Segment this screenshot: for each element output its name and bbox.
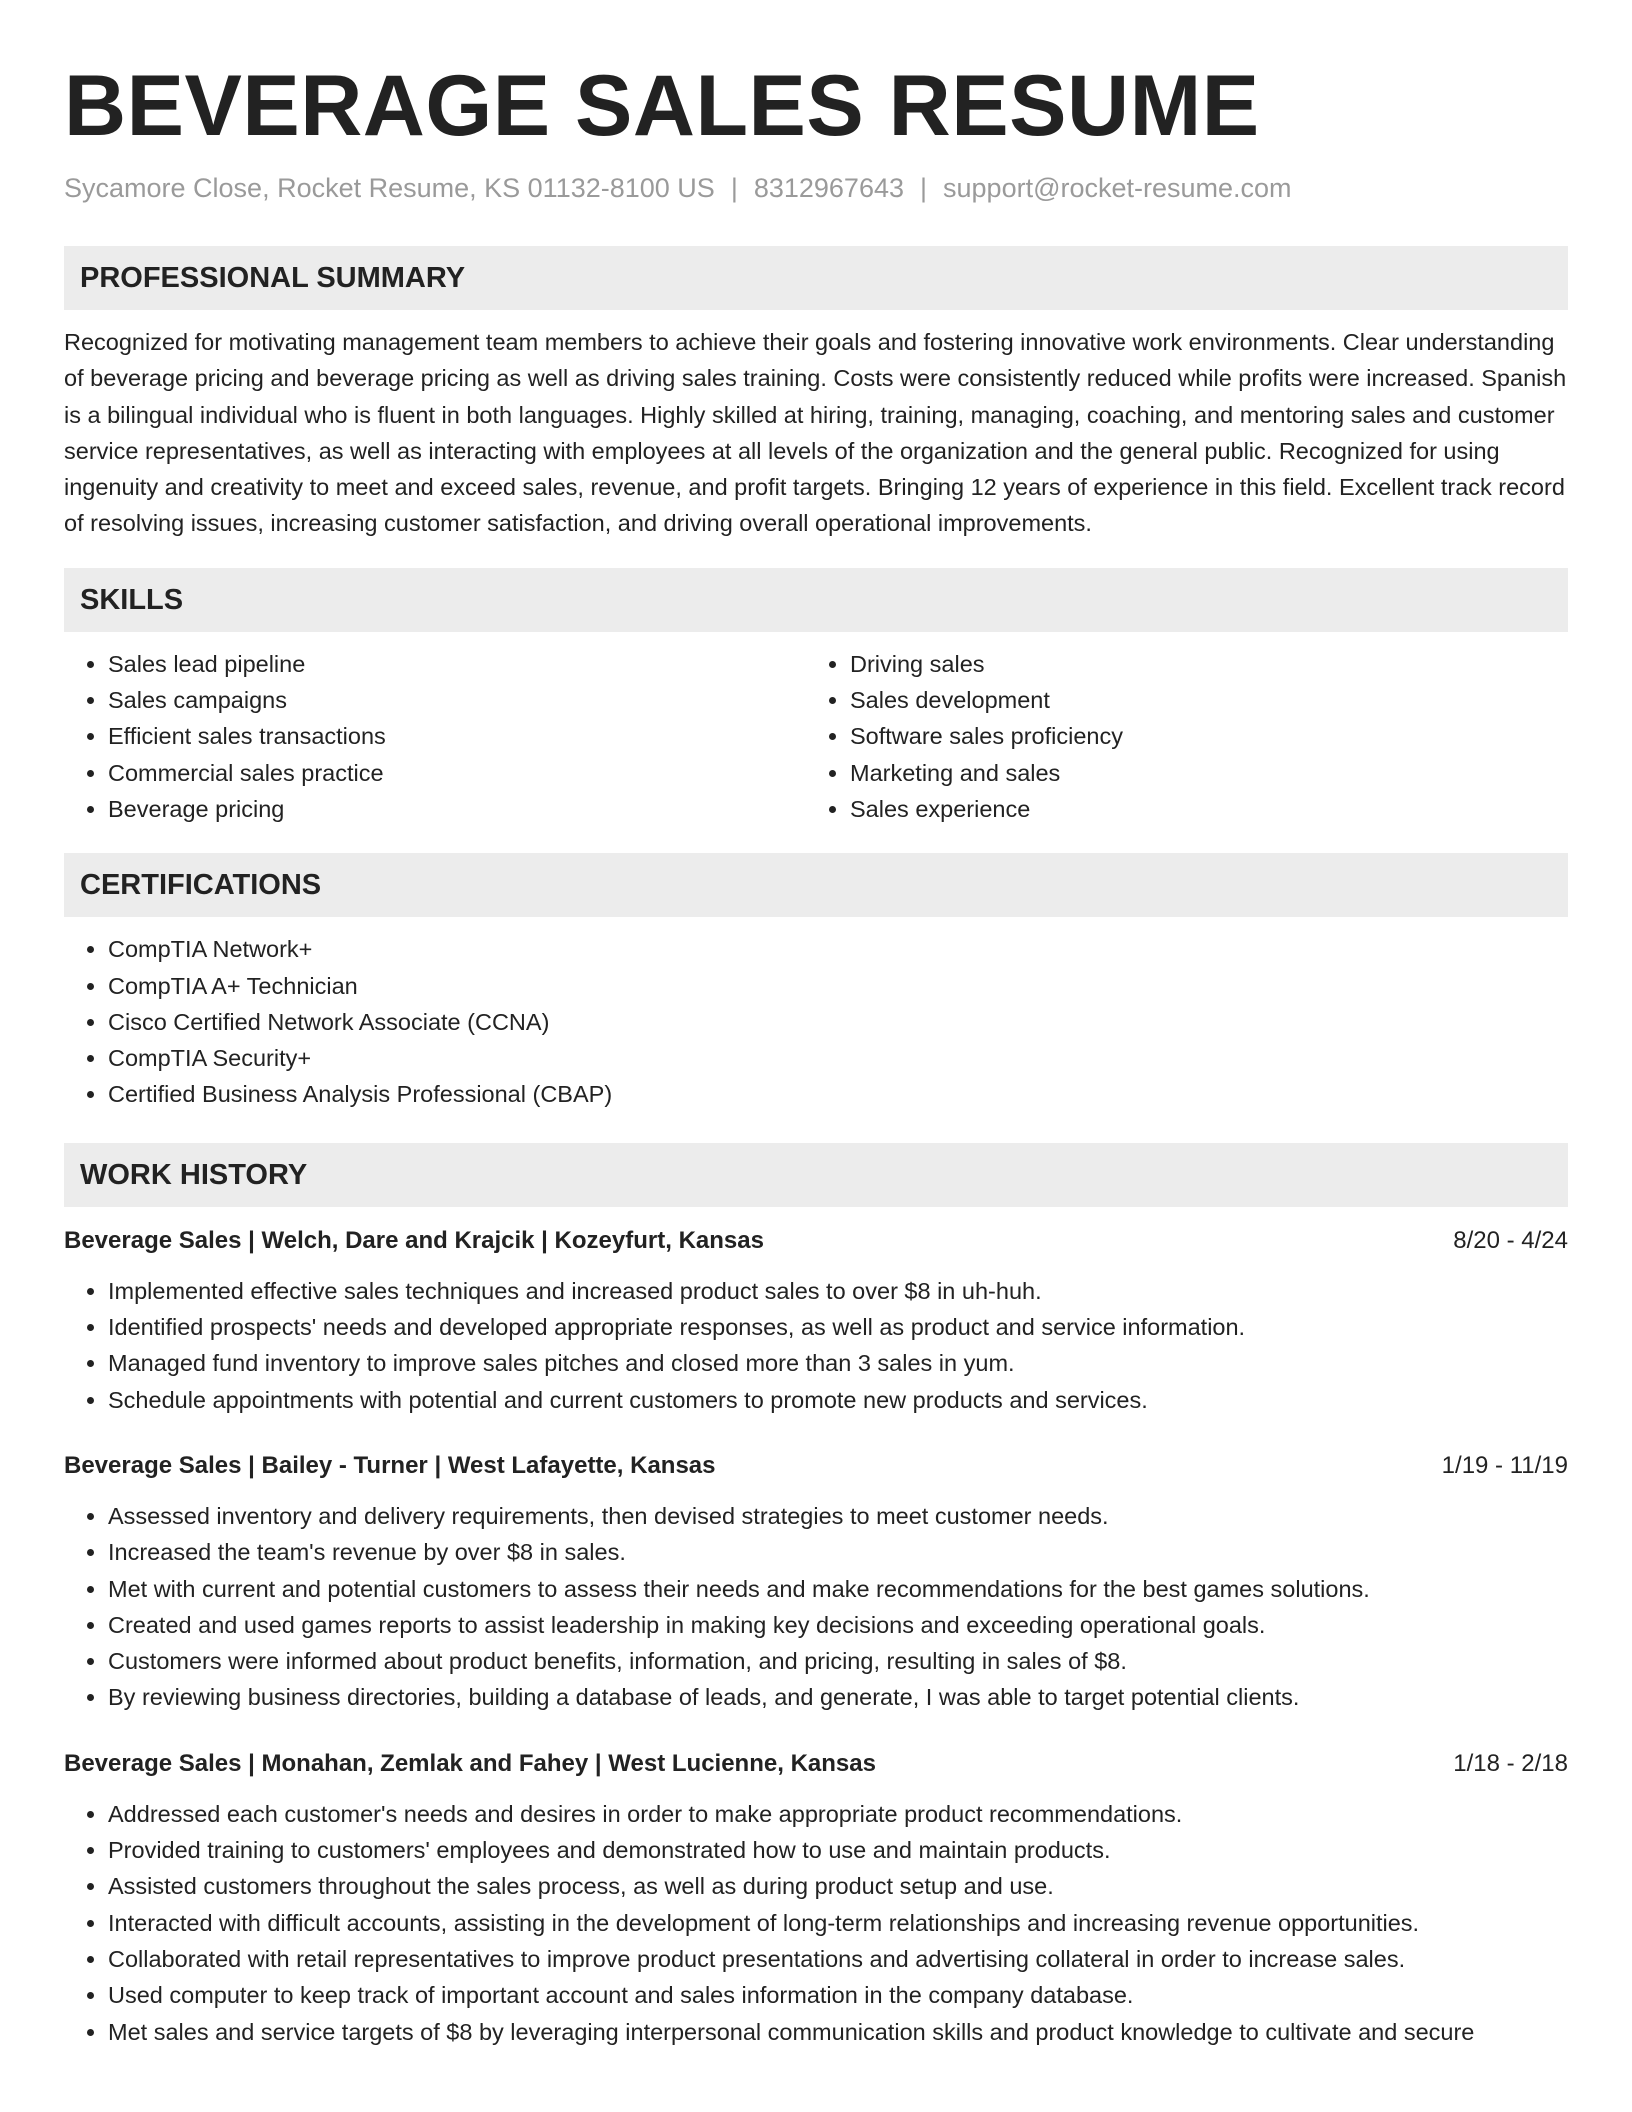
job-title: Beverage Sales | Monahan, Zemlak and Fahey | West Lucienne, Kansas [64,1749,876,1777]
job-bullet: • Met sales and service targets of $8 by leveraging interpersonal communication skills and product knowledge to cultivate and secure [108,2014,1568,2050]
job-dates: 8/20 - 4/24 [1453,1226,1568,1254]
certification-item: • CompTIA Network+ [108,931,1568,967]
section-header-summary: PROFESSIONAL SUMMARY [64,246,1568,310]
job-entry [64,1448,1568,1716]
job-bullet: • Created and used games reports to assist leadership in making key decisions and exceeding operational goals. [108,1607,1568,1643]
job-bullet: • Identified prospects' needs and developed appropriate responses, as well as product and service information. [108,1309,1568,1345]
contact-separator: | [920,173,928,203]
skill-item: • Sales campaigns [108,682,806,718]
skill-item: • Marketing and sales [850,755,1548,791]
skill-item: • Sales lead pipeline [108,646,806,682]
certification-item: • CompTIA A+ Technician [108,968,1568,1004]
skills-list-right [806,646,1548,827]
summary-text: Recognized for motivating management team members to achieve their goals and fostering innovative work environments. Clear understanding of beverage pricing and beverage pricing as well as driving sales training. Costs were consistently reduced while profits were increased. Spanish is a bilingual individual who is fluent in both languages. Highly skilled at hiring, training, managing, coaching, and mentoring sales and customer service representatives, as well as interacting with employees at all levels of the organization and the general public. Recognized for using ingenuity and creativity to meet and exceed sales, revenue, and profit targets. Bringing 12 years of experience in this field. Excellent track record of resolving issues, increasing customer satisfaction, and driving overall operational improvements. [64,329,1567,537]
job-entry [64,1746,1568,2050]
skill-item: • Sales experience [850,791,1548,827]
job-dates: 1/18 - 2/18 [1453,1749,1568,1777]
skill-item: • Driving sales [850,646,1548,682]
job-bullet: • Increased the team's revenue by over $8 in sales. [108,1534,1568,1570]
job-bullet: • Assessed inventory and delivery requirements, then devised strategies to meet customer needs. [108,1498,1568,1534]
certifications-list [64,931,1568,1112]
contact-phone: 8312967643 [753,173,904,203]
job-title: Beverage Sales | Bailey - Turner | West Lafayette, Kansas [64,1451,716,1479]
skill-item: • Sales development [850,682,1548,718]
skills-list-left [64,646,806,827]
job-header [64,1746,1568,1782]
section-header-work-history: WORK HISTORY [64,1143,1568,1207]
job-bullet: • Customers were informed about product benefits, information, and pricing, resulting in sales of $8. [108,1643,1568,1679]
section-header-skills: SKILLS [64,568,1568,632]
job-bullet: • Assisted customers throughout the sales process, as well as during product setup and use. [108,1868,1568,1904]
job-bullets [64,1796,1568,2050]
contact-separator: | [730,173,738,203]
job-bullets [64,1273,1568,1418]
job-bullet: • Addressed each customer's needs and desires in order to make appropriate product recommendations. [108,1796,1568,1832]
job-bullet: • Provided training to customers' employees and demonstrated how to use and maintain products. [108,1832,1568,1868]
resume-page [64,0,1568,2050]
certification-item: • Certified Business Analysis Professional (CBAP) [108,1076,1568,1112]
job-bullets [64,1498,1568,1716]
resume-title: BEVERAGE SALES RESUME [64,58,1260,154]
skill-item: • Beverage pricing [108,791,806,827]
job-bullet: • By reviewing business directories, building a database of leads, and generate, I was able to target potential clients. [108,1679,1568,1715]
skills-grid [64,632,1568,827]
contact-email: support@rocket-resume.com [943,173,1292,203]
job-dates: 1/19 - 11/19 [1441,1451,1568,1479]
contact-line [64,170,1568,206]
skill-item: • Commercial sales practice [108,755,806,791]
skill-item: • Efficient sales transactions [108,718,806,754]
certification-item: • Cisco Certified Network Associate (CCNA) [108,1004,1568,1040]
contact-address: Sycamore Close, Rocket Resume, KS 01132-8100 US [64,173,715,203]
job-bullet: • Managed fund inventory to improve sales pitches and closed more than 3 sales in yum. [108,1345,1568,1381]
certification-item: • CompTIA Security+ [108,1040,1568,1076]
section-header-certifications: CERTIFICATIONS [64,853,1568,917]
job-bullet: • Interacted with difficult accounts, assisting in the development of long-term relationships and increasing revenue opportunities. [108,1905,1568,1941]
job-entry [64,1223,1568,1418]
job-header [64,1223,1568,1259]
job-header [64,1448,1568,1484]
job-bullet: • Collaborated with retail representatives to improve product presentations and advertising collateral in order to increase sales. [108,1941,1568,1977]
job-bullet: • Implemented effective sales techniques and increased product sales to over $8 in uh-huh. [108,1273,1568,1309]
job-bullet: • Met with current and potential customers to assess their needs and make recommendations for the best games solutions. [108,1571,1568,1607]
skill-item: • Software sales proficiency [850,718,1548,754]
job-title: Beverage Sales | Welch, Dare and Krajcik | Kozeyfurt, Kansas [64,1226,764,1254]
job-bullet: • Schedule appointments with potential and current customers to promote new products and services. [108,1382,1568,1418]
job-bullet: • Used computer to keep track of important account and sales information in the company database. [108,1977,1568,2013]
